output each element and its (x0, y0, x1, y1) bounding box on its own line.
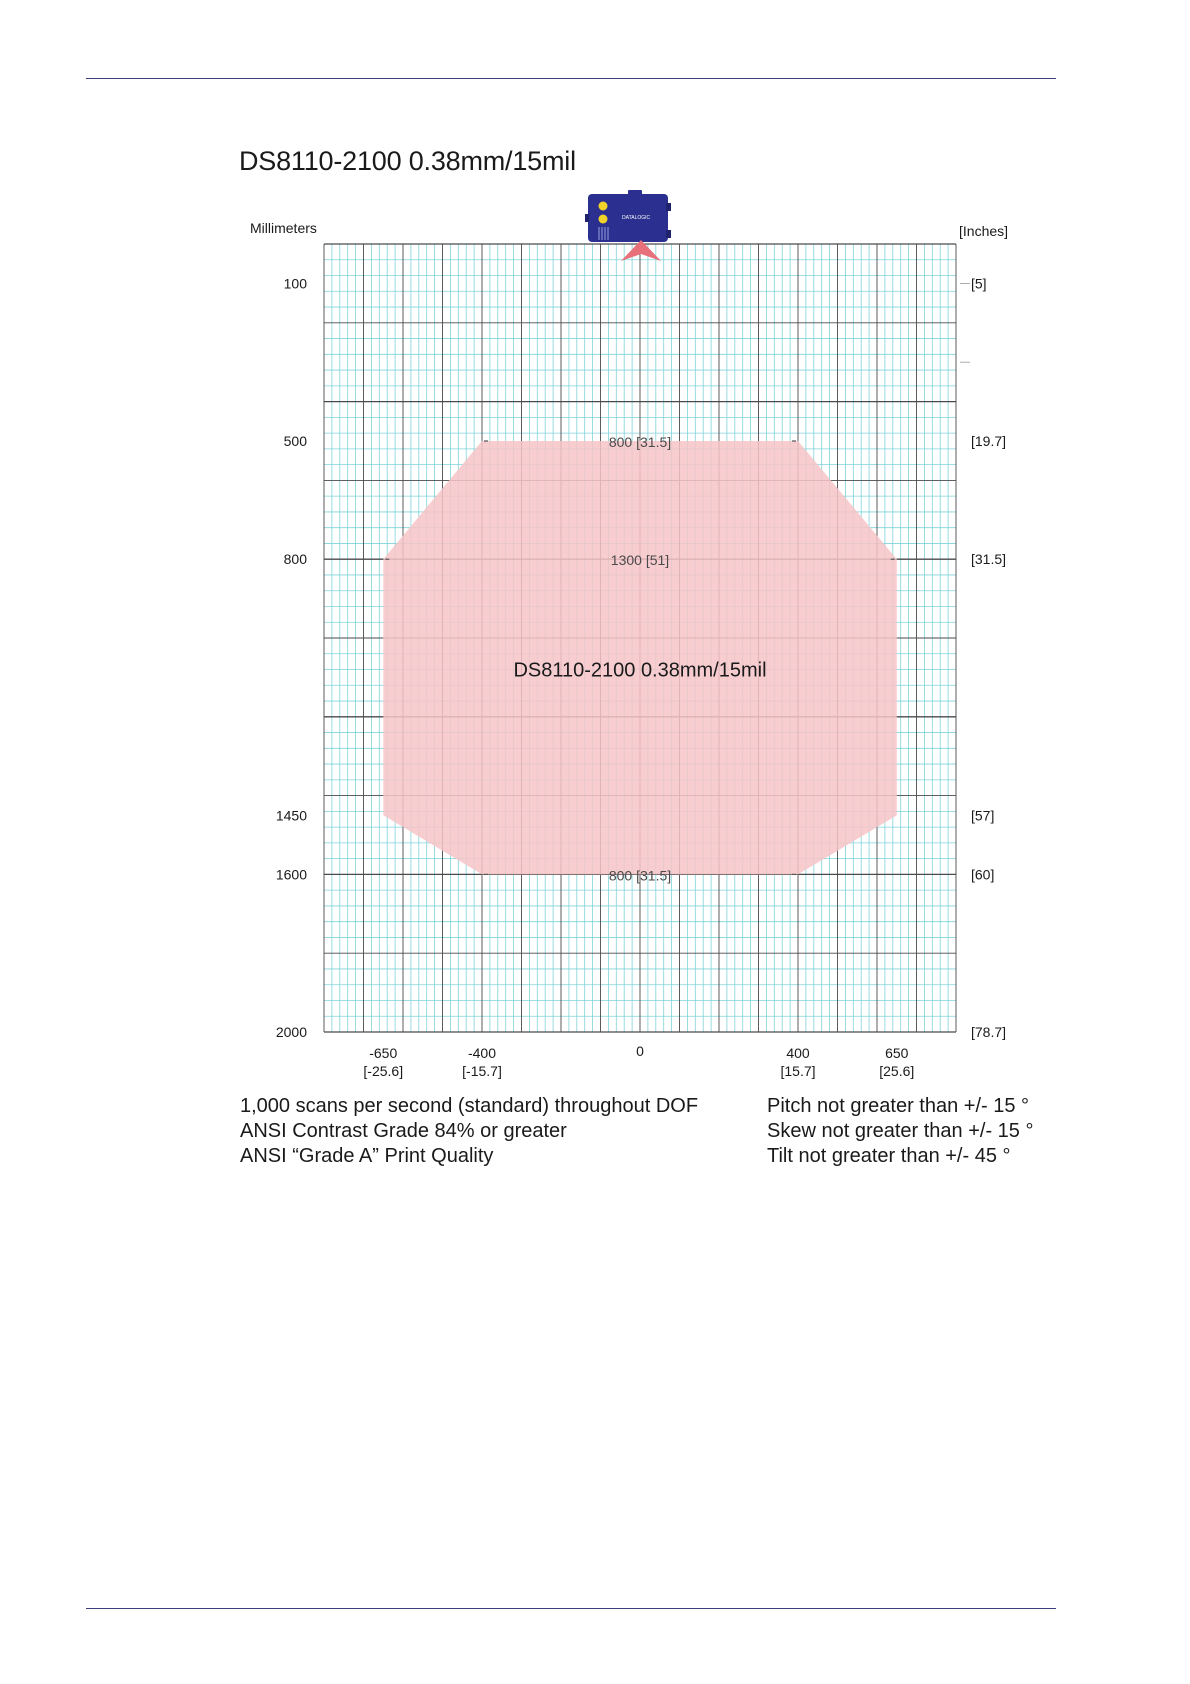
x-tick-label-inch: [-15.7] (462, 1063, 502, 1079)
y-tick-label-inch: [5] (971, 275, 987, 292)
y-tick-label-mm: 1450 (275, 807, 307, 824)
zone-label: DS8110-2100 0.38mm/15mil (513, 659, 767, 682)
x-tick-label-inch: [25.6] (879, 1063, 915, 1079)
spec-scan-rate: 1,000 scans per second (standard) throughout DOF (240, 1095, 699, 1117)
x-tick-label-inch: [15.7] (780, 1063, 816, 1079)
width-annotation-label: 1300 [51] (610, 552, 670, 569)
y-tick-label-mm: 800 (283, 551, 307, 568)
spec-skew: Skew not greater than +/- 15 ° (767, 1120, 1034, 1142)
status-led-icon (599, 202, 608, 211)
y-tick-label-mm: 1600 (275, 866, 307, 883)
x-tick-label-inch: [-25.6] (363, 1063, 404, 1079)
reading-zone (383, 441, 897, 874)
width-annotation-label: 800 [31.5] (608, 867, 672, 884)
scanner-side-tab (666, 230, 671, 238)
scanner-side-tab (666, 203, 671, 211)
reading-zone-area (383, 441, 897, 874)
scanner-side-tab (585, 214, 589, 222)
y-tick-label-mm: 500 (283, 433, 307, 449)
y-tick-label-inch: [19.7] (971, 433, 1007, 449)
x-tick-label-mm: 650 (885, 1045, 909, 1061)
x-tick-label-mm: 0 (636, 1043, 644, 1059)
chart-title: DS8110-2100 0.38mm/15mil (239, 146, 576, 176)
y-axis-label-left: Millimeters (250, 220, 317, 236)
width-annotation-label: 800 [31.5] (608, 434, 672, 450)
spec-print-quality: ANSI “Grade A” Print Quality (240, 1145, 494, 1167)
y-tick-label-inch: [57] (971, 807, 995, 824)
y-tick-label-inch: [78.7] (971, 1024, 1007, 1040)
x-tick-label-mm: 400 (786, 1045, 810, 1061)
x-tick-label-mm: -650 (369, 1045, 398, 1061)
scanner-top-bump (628, 190, 642, 196)
laser-beam-icon (621, 240, 661, 261)
spec-tilt: Tilt not greater than +/- 45 ° (767, 1145, 1011, 1167)
spec-list-orientation (767, 1094, 1033, 1169)
brand-logo: DATALOGIC (622, 215, 651, 221)
spec-pitch: Pitch not greater than +/- 15 ° (767, 1095, 1030, 1117)
y-tick-label-inch: [31.5] (971, 551, 1007, 568)
y-tick-label-inch: [60] (971, 866, 995, 883)
spec-list-performance (240, 1094, 698, 1169)
spec-contrast: ANSI Contrast Grade 84% or greater (240, 1120, 567, 1142)
status-led-icon (599, 215, 608, 224)
y-tick-label-mm: 2000 (275, 1024, 307, 1040)
y-tick-label-mm: 100 (283, 275, 307, 292)
scanner-device (585, 190, 671, 261)
x-tick-label-mm: -400 (467, 1045, 497, 1061)
y-axis-label-right: [Inches] (959, 223, 1009, 239)
